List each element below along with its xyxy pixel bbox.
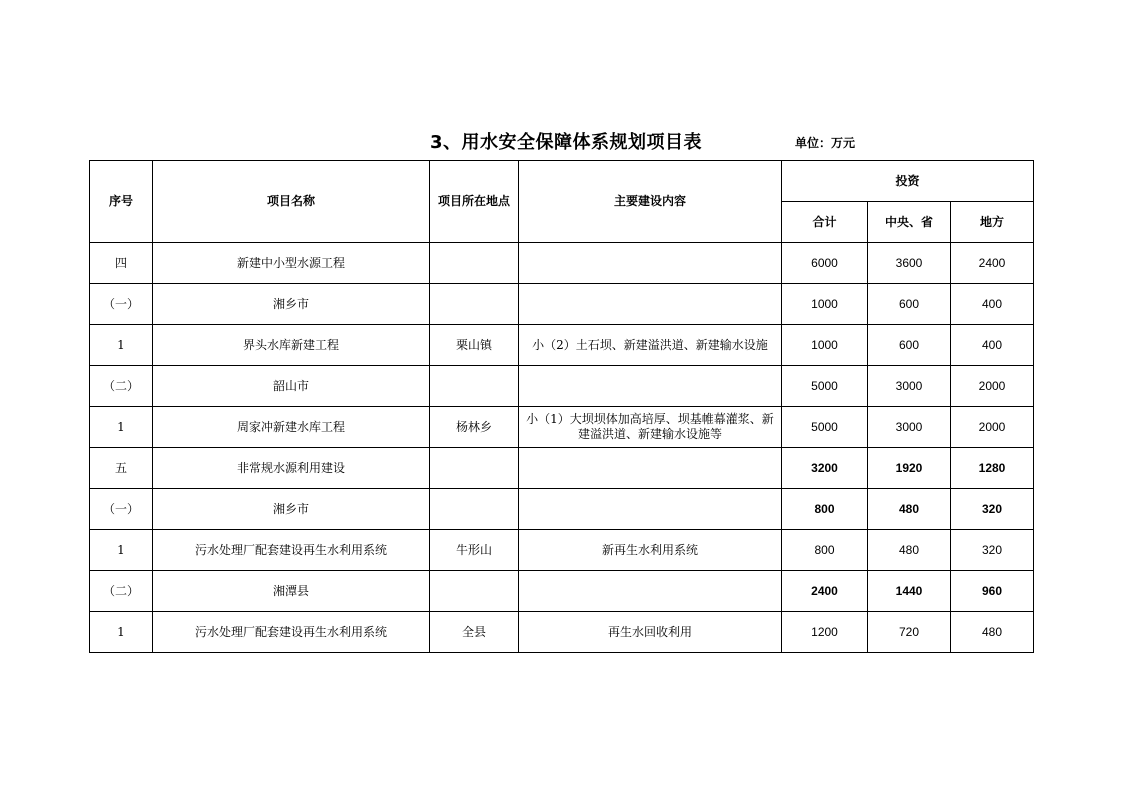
cell-location: 牛形山 (430, 530, 519, 571)
cell-local: 2000 (951, 366, 1034, 407)
cell-central: 1440 (868, 571, 951, 612)
cell-total: 6000 (782, 243, 868, 284)
table-row (90, 489, 1034, 530)
cell-seq: （二） (90, 366, 153, 407)
cell-content (519, 448, 782, 489)
table-row (90, 325, 1034, 366)
cell-location (430, 489, 519, 530)
cell-seq: （一） (90, 284, 153, 325)
cell-location (430, 284, 519, 325)
cell-central: 3000 (868, 366, 951, 407)
page-title: 3、用水安全保障体系规划项目表 (430, 132, 703, 153)
cell-central: 3000 (868, 407, 951, 448)
header-content: 主要建设内容 (519, 161, 782, 243)
cell-project-name: 新建中小型水源工程 (153, 243, 430, 284)
cell-local: 400 (951, 325, 1034, 366)
cell-content (519, 243, 782, 284)
cell-local: 2400 (951, 243, 1034, 284)
cell-project-name: 湘潭县 (153, 571, 430, 612)
table-row (90, 530, 1034, 571)
table-row (90, 612, 1034, 653)
cell-central: 3600 (868, 243, 951, 284)
cell-content: 新再生水利用系统 (519, 530, 782, 571)
table-row (90, 448, 1034, 489)
table-body (90, 243, 1034, 653)
cell-content: 小（1）大坝坝体加高培厚、坝基帷幕灌浆、新建溢洪道、新建输水设施等 (519, 407, 782, 448)
header-investment: 投资 (782, 161, 1034, 202)
cell-location: 全县 (430, 612, 519, 653)
cell-seq: 四 (90, 243, 153, 284)
header-location: 项目所在地点 (430, 161, 519, 243)
cell-total: 2400 (782, 571, 868, 612)
cell-location (430, 366, 519, 407)
cell-location (430, 571, 519, 612)
cell-total: 5000 (782, 366, 868, 407)
cell-local: 2000 (951, 407, 1034, 448)
table-row (90, 407, 1034, 448)
cell-project-name: 湘乡市 (153, 284, 430, 325)
cell-content (519, 489, 782, 530)
cell-content (519, 284, 782, 325)
project-table (89, 160, 1034, 653)
header-seq: 序号 (90, 161, 153, 243)
cell-seq: （二） (90, 571, 153, 612)
header-local: 地方 (951, 202, 1034, 243)
cell-local: 320 (951, 489, 1034, 530)
cell-local: 400 (951, 284, 1034, 325)
cell-content (519, 366, 782, 407)
cell-total: 1200 (782, 612, 868, 653)
header-central: 中央、省 (868, 202, 951, 243)
cell-central: 480 (868, 530, 951, 571)
table-row (90, 243, 1034, 284)
cell-total: 1000 (782, 284, 868, 325)
cell-project-name: 污水处理厂配套建设再生水利用系统 (153, 612, 430, 653)
cell-project-name: 污水处理厂配套建设再生水利用系统 (153, 530, 430, 571)
cell-central: 480 (868, 489, 951, 530)
cell-seq: 五 (90, 448, 153, 489)
cell-total: 5000 (782, 407, 868, 448)
cell-central: 720 (868, 612, 951, 653)
cell-seq: 1 (90, 325, 153, 366)
cell-local: 960 (951, 571, 1034, 612)
cell-local: 320 (951, 530, 1034, 571)
header-total: 合计 (782, 202, 868, 243)
cell-central: 1920 (868, 448, 951, 489)
cell-content: 小（2）土石坝、新建溢洪道、新建输水设施 (519, 325, 782, 366)
unit-label: 单位：万元 (795, 136, 856, 150)
cell-seq: （一） (90, 489, 153, 530)
table-row (90, 284, 1034, 325)
cell-project-name: 湘乡市 (153, 489, 430, 530)
cell-location (430, 448, 519, 489)
cell-local: 480 (951, 612, 1034, 653)
cell-content: 再生水回收利用 (519, 612, 782, 653)
cell-project-name: 界头水库新建工程 (153, 325, 430, 366)
cell-central: 600 (868, 284, 951, 325)
cell-seq: 1 (90, 612, 153, 653)
cell-total: 800 (782, 489, 868, 530)
cell-total: 1000 (782, 325, 868, 366)
table-row (90, 366, 1034, 407)
cell-central: 600 (868, 325, 951, 366)
cell-location (430, 243, 519, 284)
cell-content (519, 571, 782, 612)
cell-total: 3200 (782, 448, 868, 489)
cell-location: 栗山镇 (430, 325, 519, 366)
header-name: 项目名称 (153, 161, 430, 243)
cell-location: 杨林乡 (430, 407, 519, 448)
table-row (90, 571, 1034, 612)
cell-project-name: 周家冲新建水库工程 (153, 407, 430, 448)
cell-project-name: 韶山市 (153, 366, 430, 407)
cell-seq: 1 (90, 530, 153, 571)
cell-total: 800 (782, 530, 868, 571)
cell-seq: 1 (90, 407, 153, 448)
cell-local: 1280 (951, 448, 1034, 489)
cell-project-name: 非常规水源利用建设 (153, 448, 430, 489)
